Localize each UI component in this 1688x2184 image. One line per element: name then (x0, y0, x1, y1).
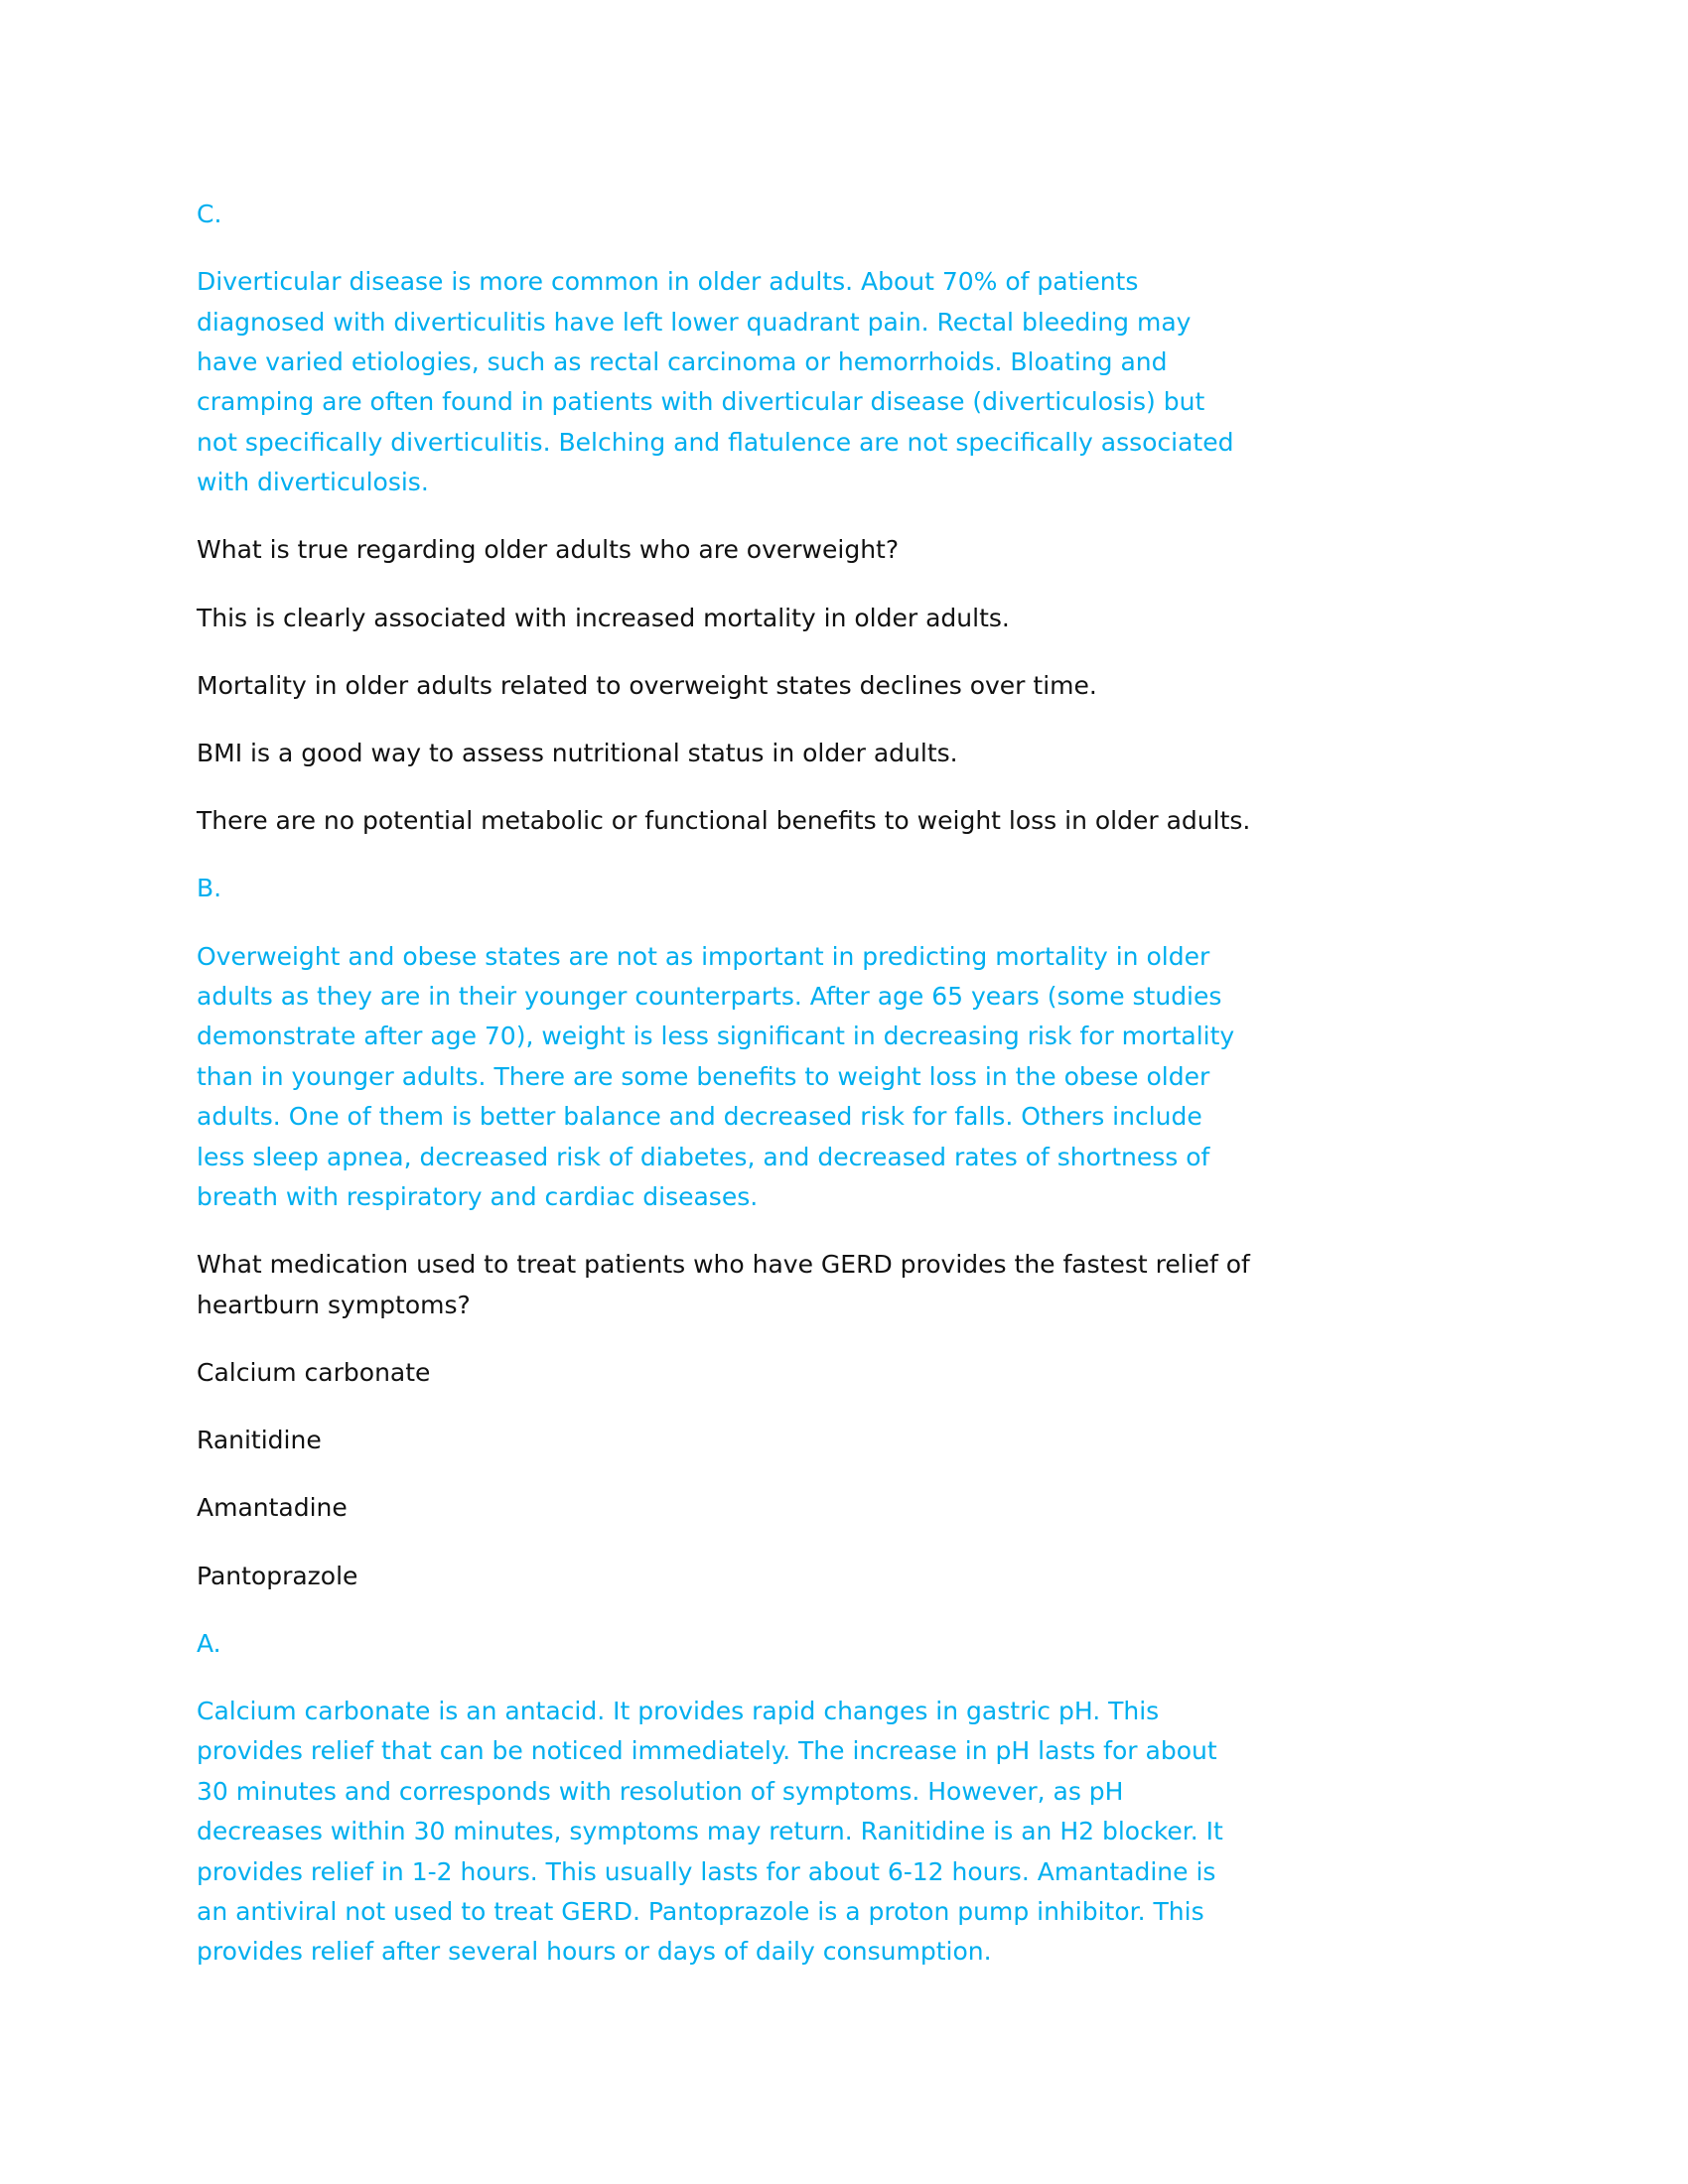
text-line: than in younger adults. There are some benefits to weight loss in the obese older (197, 1061, 1210, 1091)
text-line: Pantoprazole (197, 1561, 358, 1590)
text-line: What is true regarding older adults who are overweight? (197, 535, 900, 565)
answer-option (197, 1557, 1507, 1596)
text-line: have varied etiologies, such as rectal carcinoma or hemorrhoids. Bloating and (197, 347, 1168, 377)
text-line: adults. One of them is better balance and decreased risk for falls. Others include (197, 1102, 1202, 1132)
text-line: adults as they are in their younger counterparts. After age 65 years (some studies (197, 982, 1222, 1012)
text-line: less sleep apnea, decreased risk of diabetes, and decreased rates of shortness of (197, 1142, 1210, 1171)
text-line: provides relief in 1-2 hours. This usually lasts for about 6-12 hours. Amantadine is (197, 1856, 1216, 1886)
answer-option (197, 599, 1507, 638)
text-line: Calcium carbonate is an antacid. It provides rapid changes in gastric pH. This (197, 1696, 1160, 1725)
answer-option (197, 1421, 1507, 1460)
text-line: heartburn symptoms? (197, 1290, 471, 1319)
text-line: not specifically diverticulitis. Belching and flatulence are not specifically associated (197, 427, 1234, 457)
text-line: Overweight and obese states are not as important in predicting mortality in older (197, 941, 1210, 971)
answer-paragraph (197, 937, 1507, 1218)
text-line: What medication used to treat patients who have GERD provides the fastest relief of (197, 1250, 1250, 1280)
answer-paragraph (197, 869, 1507, 908)
document-page (197, 195, 1507, 2000)
text-line: A. (197, 1628, 221, 1658)
answer-option (197, 801, 1507, 841)
question-text (197, 1245, 1507, 1325)
text-line: demonstrate after age 70), weight is less significant in decreasing risk for mortality (197, 1022, 1235, 1051)
text-line: Amantadine (197, 1493, 348, 1523)
text-line: B. (197, 874, 222, 903)
text-line: breath with respiratory and cardiac diseases. (197, 1182, 759, 1212)
text-line: provides relief that can be noticed immediately. The increase in pH lasts for about (197, 1736, 1217, 1766)
text-line: BMI is a good way to assess nutritional status in older adults. (197, 739, 958, 768)
answer-option (197, 1488, 1507, 1528)
answer-option (197, 666, 1507, 706)
text-line: 30 minutes and corresponds with resolution of symptoms. However, as pH (197, 1776, 1124, 1806)
answer-paragraph (197, 262, 1507, 502)
answer-option (197, 734, 1507, 773)
answer-paragraph (197, 1624, 1507, 1664)
answer-paragraph (197, 1692, 1507, 1973)
text-line: Calcium carbonate (197, 1357, 431, 1387)
text-line: Diverticular disease is more common in older adults. About 70% of patients (197, 267, 1139, 297)
text-line: Ranitidine (197, 1426, 322, 1455)
text-line: Mortality in older adults related to overweight states declines over time. (197, 670, 1097, 700)
text-line: an antiviral not used to treat GERD. Pantoprazole is a proton pump inhibitor. This (197, 1896, 1204, 1926)
text-line: This is clearly associated with increased mortality in older adults. (197, 603, 1010, 632)
text-line: with diverticulosis. (197, 468, 429, 497)
text-line: decreases within 30 minutes, symptoms may return. Ranitidine is an H2 blocker. It (197, 1817, 1223, 1846)
text-line: C. (197, 200, 222, 228)
answer-option (197, 1353, 1507, 1393)
text-line: provides relief after several hours or days of daily consumption. (197, 1937, 992, 1967)
text-line: diagnosed with diverticulitis have left lower quadrant pain. Rectal bleeding may (197, 307, 1192, 337)
text-line: There are no potential metabolic or functional benefits to weight loss in older adults. (197, 806, 1251, 836)
answer-paragraph (197, 195, 1507, 234)
question-text (197, 530, 1507, 570)
text-line: cramping are often found in patients with diverticular disease (diverticulosis) but (197, 387, 1205, 417)
